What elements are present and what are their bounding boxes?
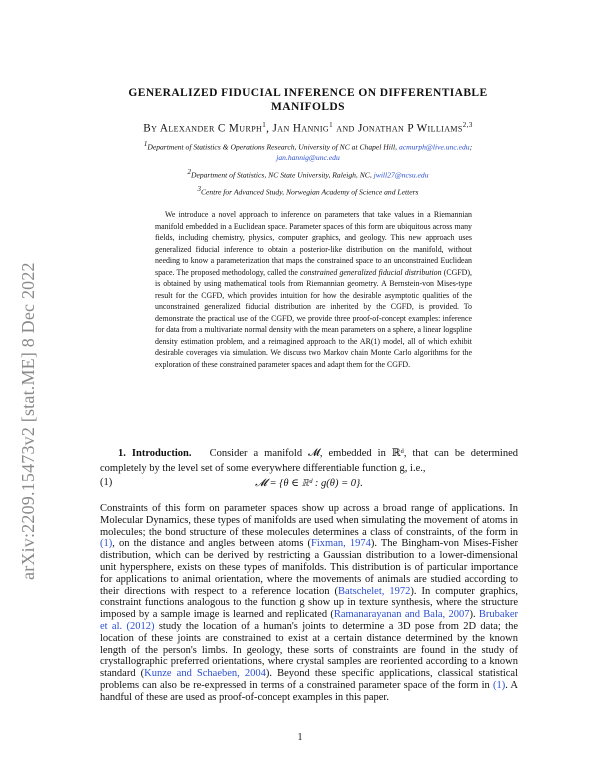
- affiliation-3: [100, 184, 516, 198]
- body-text-6: study the location of a human's joints to determine a 3D pose from 2D data; the location of these joints are constrained to exist at a certain distance determined by the known length of the person's limbs. In geology, these sorts of constraints are found in the study of crystallographic preferred orientations, where crystal samples are reoriented according to a known standard (: [100, 620, 518, 680]
- affiliation-1-text: Department of Statistics & Operations Research, University of NC at Chapel Hill,: [147, 142, 398, 152]
- affiliation-2: [100, 167, 516, 181]
- affiliation-2-text: Department of Statistics, NC State University, Raleigh, NC,: [190, 170, 372, 180]
- affiliation-3-sup: 3: [197, 185, 201, 193]
- author-1: Alexander C Murph: [159, 122, 263, 135]
- body-text-7: ). Beyond these specific applications, classical statistical problems can also be re-expressed in terms of a constrained parameter space of the form in: [100, 668, 519, 691]
- section-intro-text: Consider a manifold 𝓜, embedded in ℝᵈ, that can be determined completely by the level set of some everywhere differentiable function g, i.e.,: [100, 448, 519, 474]
- citation-kunze[interactable]: Kunze and Schaeben, 2004: [144, 668, 266, 680]
- arxiv-stamp: [18, 200, 44, 580]
- section-heading: 1. Introduction.: [118, 448, 192, 459]
- arxiv-stamp-text: arXiv:2209.15473v2 [stat.ME] 8 Dec 2022: [18, 262, 38, 580]
- body-paragraph: [100, 503, 518, 704]
- citation-batschelet[interactable]: Batschelet, 1972: [338, 585, 411, 597]
- author-3-sup: 2,3: [462, 121, 473, 129]
- affiliation-2-sup: 2: [187, 168, 191, 176]
- abstract-italic-term: constrained generalized fiducial distribution: [300, 267, 442, 277]
- affiliation-1-email[interactable]: acmurph@live.unc.edu: [398, 142, 470, 152]
- page-number: 1: [297, 732, 303, 743]
- equation-number: (1): [100, 477, 113, 488]
- citation-brubaker[interactable]: Brubaker et al. (2012): [100, 609, 518, 632]
- authors-conj: and: [336, 122, 355, 135]
- equation-ref-2[interactable]: (1): [492, 679, 506, 691]
- paper-title: GENERALIZED FIDUCIAL INFERENCE ON DIFFERENTIABLE MANIFOLDS: [128, 87, 488, 113]
- body-text-3: ). The Bingham-von Mises-Fisher distribution, which can be derived by restricting a Gaussian distribution to a lower-dimensional unit hypersphere, exists on these types of manifolds. This distribution is of particular importance for applications to animal orientation, where the movements of animals are studied according to their directions with respect to a reference location (: [100, 538, 518, 597]
- abstract-part-1: We introduce a novel approach to inference on parameters that take values in a Riemannian manifold embedded in a Euclidean space. Parameter spaces of this form are ubiquitous across many fields, including chemistry, physics, computer graphics, and geology. This new approach uses generalized fiducial inference to obtain a posterior-like distribution on the manifold, without needing to know a parameterization that maps the constrained space to an unconstrained Euclidean space. The proposed methodology, called the: [155, 210, 472, 277]
- author-1-sup: 1: [262, 121, 267, 129]
- body-text-1: Constraints of this form on parameter spaces show up across a broad range of applications. In Molecular Dynamics, these types of manifolds are used when simulating the movement of atoms in molecules; the bond structure of these molecules determines a class of constraints, of the form in: [100, 503, 518, 538]
- body-text-5: ).: [469, 609, 476, 621]
- citation-ramanarayanan[interactable]: Ramanarayanan and Bala, 2007: [333, 609, 470, 621]
- citation-fixman[interactable]: Fixman, 1974: [311, 538, 371, 550]
- author-line: By Alexander C Murph$^1$, Jan Hannig$^1$ and Jonathan P Williams$^{2,3}$: [143, 121, 473, 135]
- affiliation-1: $^1$Department of Statistics & Operations Research, University of NC at Chapel Hill, acmurph@live.unc.edu; jan.hannig@unc.edu: [143, 140, 473, 162]
- equation-formula: 𝓜 = {θ ∈ ℝᵈ : g(θ) = 0}.: [255, 478, 363, 489]
- body-text-8: . A handful of these are used as proof-of-concept examples in this paper.: [100, 679, 518, 703]
- affiliation-1-sup: 1: [143, 140, 148, 148]
- author-2: Jan Hannig: [272, 122, 330, 135]
- author-2-sup: 1: [329, 121, 333, 129]
- section-introduction: [100, 447, 518, 476]
- abstract-part-2: (CGFD), is obtained by using mathematical tools from Riemannian geometry. A Bernstein-von Mises-type result for the CGFD, which provides intuition for how the desirable asymptotic qualities of the unconstrained generalized fiducial distribution are inherited by the CGFD, is provided. To demonstrate the practical use of the CGFD, we provide three proof-of-concept examples: inference for data from a multivariate normal density with the mean parameters on a sphere, a linear logspline density estimation problem, and a reimagined approach to the AR(1) model, all of which exhibit desirable coverages via simulation. We discuss two Markov chain Monte Carlo algorithms for the exploration of these constrained parameter spaces and adapt them for the CGFD.: [155, 267, 472, 369]
- abstract-body: [155, 209, 472, 370]
- author-3: Jonathan P Williams: [357, 122, 463, 135]
- body-text-4: ). In computer graphics, constraint functions analogous to the function g show up in texture synthesis, where the structure imposed by a sample image is learned and replicated (: [100, 585, 519, 621]
- affiliation-3-text: Centre for Advanced Study, Norwegian Academy of Science and Letters: [200, 187, 419, 197]
- authors-prefix: By: [143, 122, 158, 135]
- equation-ref-1[interactable]: (1): [100, 538, 113, 550]
- affiliation-1-email-2[interactable]: jan.hannig@unc.edu: [276, 152, 340, 162]
- body-text-2: , on the distance and angles between atoms (: [112, 538, 312, 550]
- abstract: [155, 209, 472, 370]
- affiliation-2-email[interactable]: jwill27@ncsu.edu: [373, 170, 429, 180]
- equation-1: [100, 477, 518, 493]
